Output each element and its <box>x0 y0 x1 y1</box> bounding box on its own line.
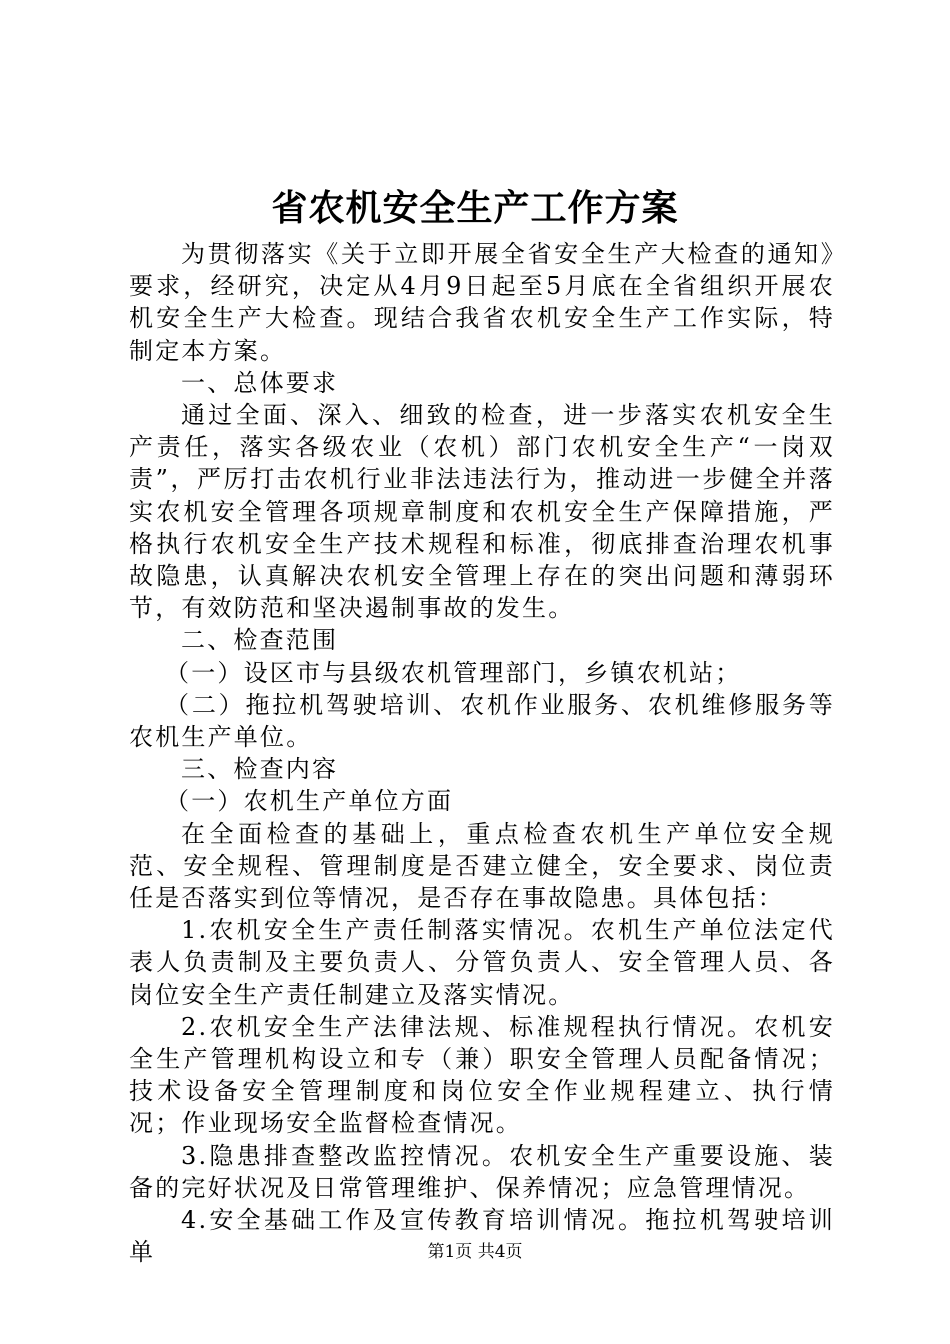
subsection-heading: （一）农机生产单位方面 <box>165 787 454 816</box>
document-title: 省农机安全生产工作方案 <box>271 187 679 229</box>
paragraph: 通过全面、深入、细致的检查，进一步落实农机安全生产责任，落实各级农业（农机）部门农机安全生产“一岗双责”，严厉打击农机行业非法违法行为，推动进一步健全并落实农机安全管理各项规章制度和农机安全生产保障措施，严格执行农机安全生产技术规程和标准，彻底排查治理农机事故隐患，认真解决农机安全管理上存在的突出问题和薄弱环节，有效防范和坚决遏制事故的发生。 <box>129 401 835 623</box>
paragraph: 在全面检查的基础上，重点检查农机生产单位安全规范、安全规程、管理制度是否建立健全，安全要求、岗位责任是否落实到位等情况，是否存在事故隐患。具体包括： <box>129 819 835 913</box>
section-heading: 二、检查范围 <box>181 626 339 655</box>
page-footer: 第1页 共4页 <box>427 1242 523 1262</box>
numbered-item: 4.安全基础工作及宣传教育培训情况。拖拉机驾驶培训单 <box>129 1206 835 1267</box>
list-item: （一）设区市与县级农机管理部门，乡镇农机站； <box>165 658 742 687</box>
section-heading: 三、检查内容 <box>181 755 339 784</box>
section-heading: 一、总体要求 <box>181 368 339 397</box>
document-body <box>129 238 835 1269</box>
numbered-item: 3.隐患排查整改监控情况。农机安全生产重要设施、装备的完好状况及日常管理维护、保养情况；应急管理情况。 <box>129 1141 835 1202</box>
numbered-item: 1.农机安全生产责任制落实情况。农机生产单位法定代表人负责制及主要负责人、分管负责人、安全管理人员、各岗位安全生产责任制建立及落实情况。 <box>129 916 835 1009</box>
paragraph: 为贯彻落实《关于立即开展全省安全生产大检查的通知》要求，经研究，决定从4月9日起至5月底在全省组织开展农机安全生产大检查。现结合我省农机安全生产工作实际，特制定本方案。 <box>129 240 835 365</box>
numbered-item: 2.农机安全生产法律法规、标准规程执行情况。农机安全生产管理机构设立和专（兼）职安全管理人员配备情况；技术设备安全管理制度和岗位安全作业规程建立、执行情况；作业现场安全监督检查情况。 <box>129 1012 835 1138</box>
list-item: （二）拖拉机驾驶培训、农机作业服务、农机维修服务等农机生产单位。 <box>129 690 835 752</box>
